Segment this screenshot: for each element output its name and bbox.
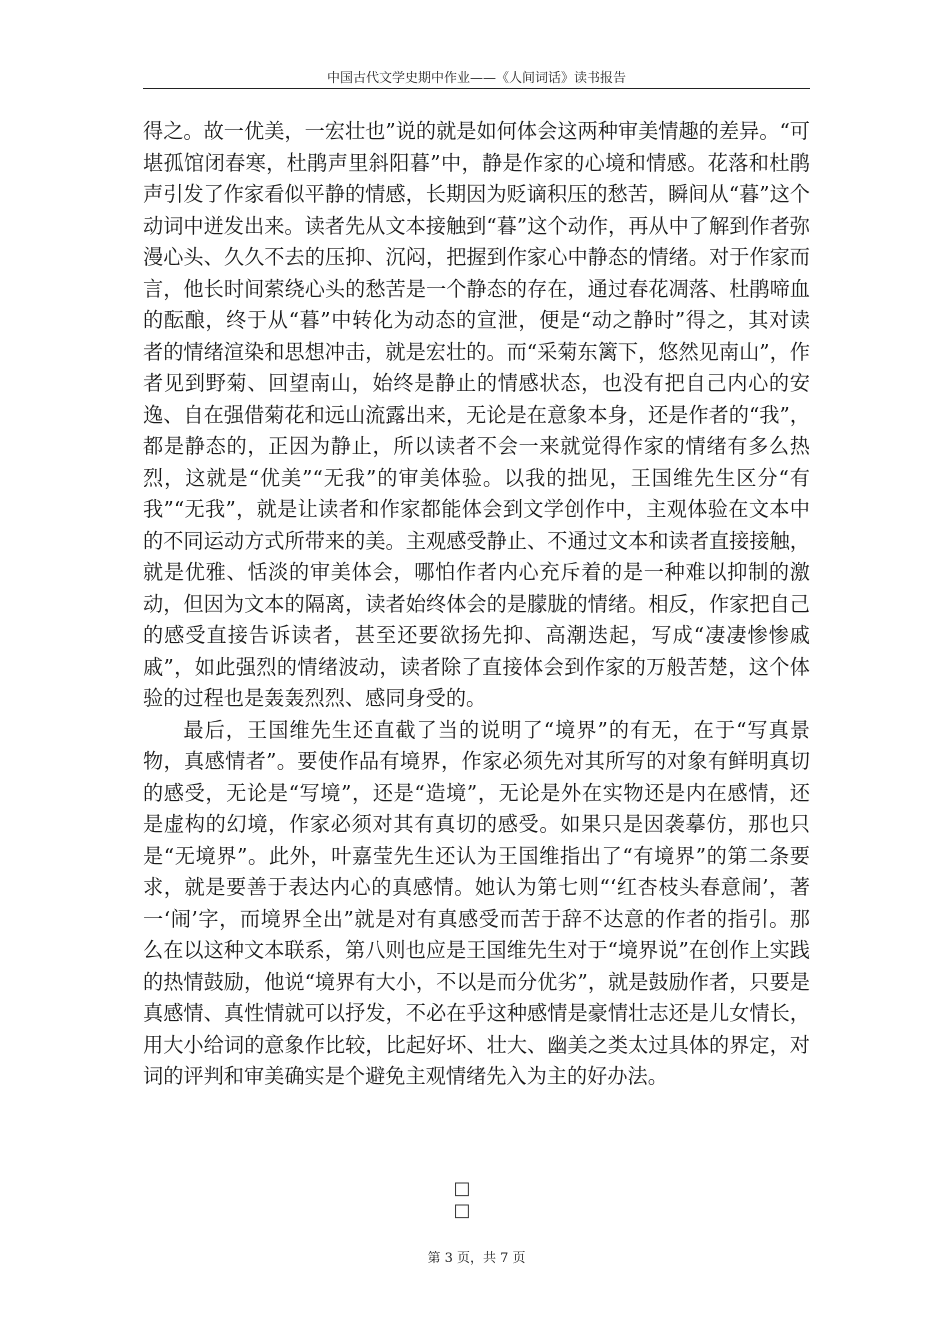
paragraph-conclusion: 最后，王国维先生还直截了当的说明了“境界”的有无，在于“写真景物，真感情者”。要使作品有境界，作家必须先对其所写的对象有鲜明真切的感受，无论是“写境”，还是“造境”，无论是外在实物还是内在感情，还是虚构的幻境，作家必须对其有真切的感受。如果只是因袭摹仿，那也只是“无境界”。此外，叶嘉莹先生还认为王国维指出了“有境界”的第二条要求，就是要善于表达内心的真感情。她认为第七则“‘红杏枝头春意闹’，著一‘闹’字，而境界全出”就是对有真感受而苦于辞不达意的作者的指引。那么在以这种文本联系，第八则也应是王国维先生对于“境界说”在创作上实践的热情鼓励，他说“境界有大小，不以是而分优劣”，就是鼓励作者，只要是真感情、真性情就可以抒发，不必在乎这种感情是豪情壮志还是儿女情长，用大小给词的意象作比较，比起好坏、壮大、幽美之类太过具体的界定，对词的评判和审美确实是个避免主观情绪先入为主的好办法。 [143, 717, 810, 1088]
header-divider [143, 88, 810, 89]
running-header: 中国古代文学史期中作业——《人间词话》读书报告 [326, 71, 626, 86]
page-number: 第 3 页，共 7 页 [427, 1251, 526, 1266]
missing-glyph-mark: □ □ [453, 1178, 487, 1221]
paragraph-continuation: 得之。故一优美，一宏壮也”说的就是如何体会这两种审美情趣的差异。“可堪孤馆闭春寒，杜鹃声里斜阳暮”中，静是作家的心境和情感。花落和杜鹃声引发了作家看似平静的情感，长期因为贬谪积压的愁苦，瞬间从“暮”这个动词中迸发出来。读者先从文本接触到“暮”这个动作，再从中了解到作者弥漫心头、久久不去的压抑、沉闷，把握到作家心中静态的情绪。对于作家而言，他长时间萦绕心头的愁苦是一个静态的存在，通过春花凋落、杜鹃啼血的酝酿，终于从“暮”中转化为动态的宣泄，便是“动之静时”得之，其对读者的情绪渲染和思想冲击，就是宏壮的。而“采菊东篱下，悠然见南山”，作者见到野菊、回望南山，始终是静止的情感状态，也没有把自己内心的安逸、自在强借菊花和远山流露出来，无论是在意象本身，还是作者的“我”，都是静态的，正因为静止，所以读者不会一来就觉得作家的情绪有多么热烈，这就是“优美”“无我”的审美体验。以我的拙见，王国维先生区分“有我”“无我”，就是让读者和作家都能体会到文学创作中，主观体验在文本中的不同运动方式所带来的美。主观感受静止、不通过文本和读者直接接触，就是优雅、恬淡的审美体会，哪怕作者内心充斥着的是一种难以抑制的激动，但因为文本的隔离，读者始终体会的是朦胧的情绪。相反，作家把自己的感受直接告诉读者，甚至还要欲扬先抑、高潮迭起，写成“凄凄惨惨戚戚”，如此强烈的情绪波动，读者除了直接体会到作家的万般苦楚，这个体验的过程也是轰轰烈烈、感同身受的。 [143, 119, 810, 710]
document-body [143, 116, 810, 1093]
